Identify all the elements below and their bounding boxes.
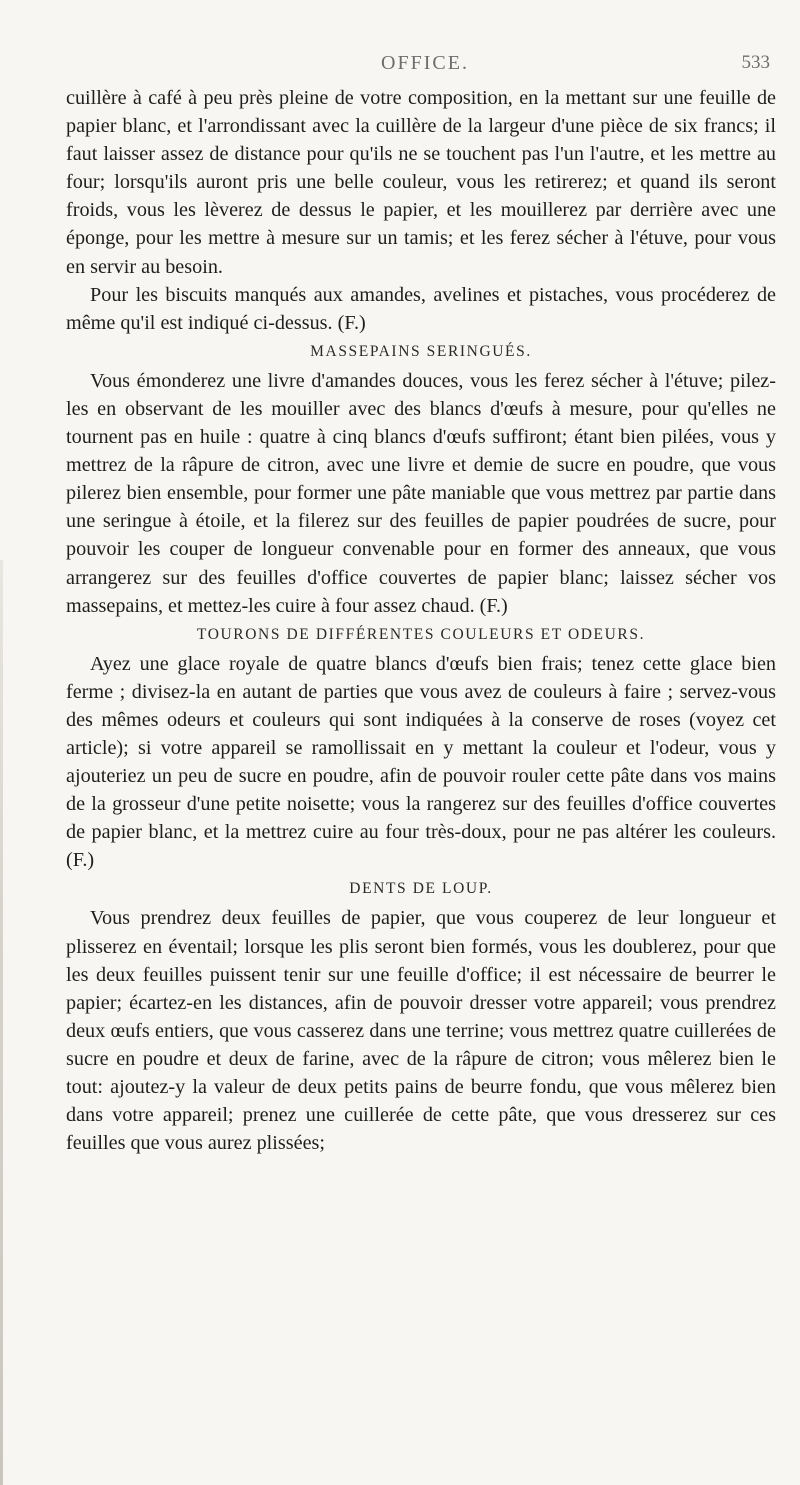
page-number: 533 [741, 52, 770, 73]
page-gutter-edge [0, 560, 3, 1485]
body-text [66, 84, 776, 1157]
section-heading-massepains: MASSEPAINS SERINGUÉS. [310, 342, 532, 360]
running-title: OFFICE. [381, 52, 469, 74]
section-heading-tourons: TOURONS DE DIFFÉRENTES COULEURS ET ODEURS. [196, 625, 646, 643]
section-text-dents-de-loup: Vous prendrez deux feuilles de papier, que vous couperez de leur longueur et plisserez en éventail; lorsque les plis seront bien formés, vous les doublerez, pour que les deux feuilles puissent tenir sur une feuille d'office; il est nécessaire de beurrer le papier; écartez-en les distances, afin de pouvoir dresser votre appareil; vous prendrez deux œufs entiers, que vous casserez dans une terrine; vous mettrez quatre cuillerées de sucre en poudre et deux de farine, avec de la râpure de citron; vous mêlerez bien le tout: ajoutez-y la valeur de deux petits pains de beurre fondu, que vous mêlerez bien dans votre appareil; prenez une cuillerée de cette pâte, que vous dresserez sur ces feuilles que vous aurez plissées; [66, 907, 776, 1155]
paragraph-continuation: cuillère à café à peu près pleine de votre composition, en la mettant sur une feuille de papier blanc, et l'arrondissant avec la cuillère de la largeur d'une pièce de six francs; il faut laisser assez de distance pour qu'ils ne se touchent pas l'un l'autre, et les mettre au four; lorsqu'ils auront pris une belle couleur, vous les retirerez; et quand ils seront froids, vous les lèverez de dessus le papier, et les mouillerez par derrière avec une éponge, pour les mettre à mesure sur un tamis; et les ferez sécher à l'étuve, pour vous en servir au besoin. [66, 87, 776, 278]
running-head [80, 52, 770, 82]
paragraph-biscuits-note: Pour les biscuits manqués aux amandes, avelines et pistaches, vous procéderez de même qu'il est indiqué ci-dessus. (F.) [66, 283, 776, 334]
section-text-massepains: Vous émonderez une livre d'amandes douces, vous les ferez sécher à l'étuve; pilez-les en observant de les mouiller avec des blancs d'œufs à mesure, pour qu'elles ne tournent pas en huile : quatre à cinq blancs d'œufs suffiront; étant bien pilées, vous y mettrez de la râpure de citron, avec une livre et demie de sucre en poudre, que vous pilerez bien ensemble, pour former une pâte maniable que vous mettrez par partie dans une seringue à étoile, et la filerez sur des feuilles de papier poudrées de sucre, pour pouvoir les couper de longueur convenable pour en former des anneaux, que vous arrangerez sur des feuilles d'office couvertes de papier blanc; laissez sécher vos massepains, et mettez-les cuire à four assez chaud. (F.) [66, 369, 776, 617]
section-heading-dents-de-loup: DENTS DE LOUP. [349, 880, 493, 898]
section-text-tourons: Ayez une glace royale de quatre blancs d'œufs bien frais; tenez cette glace bien ferme ; divisez-la en autant de parties que vous avez de couleurs à faire ; servez-vous des mêmes odeurs et couleurs qui sont indiquées à la conserve de roses (voyez cet article); si votre appareil se ramollissait en y mettant la couleur et l'odeur, vous y ajouteriez un peu de sucre en poudre, afin de pouvoir rouler cette pâte dans vos mains de la grosseur d'une petite noisette; vous la rangerez sur des feuilles d'office couvertes de papier blanc, et la mettrez cuire au four très-doux, pour ne pas altérer les couleurs. (F.) [66, 652, 776, 872]
